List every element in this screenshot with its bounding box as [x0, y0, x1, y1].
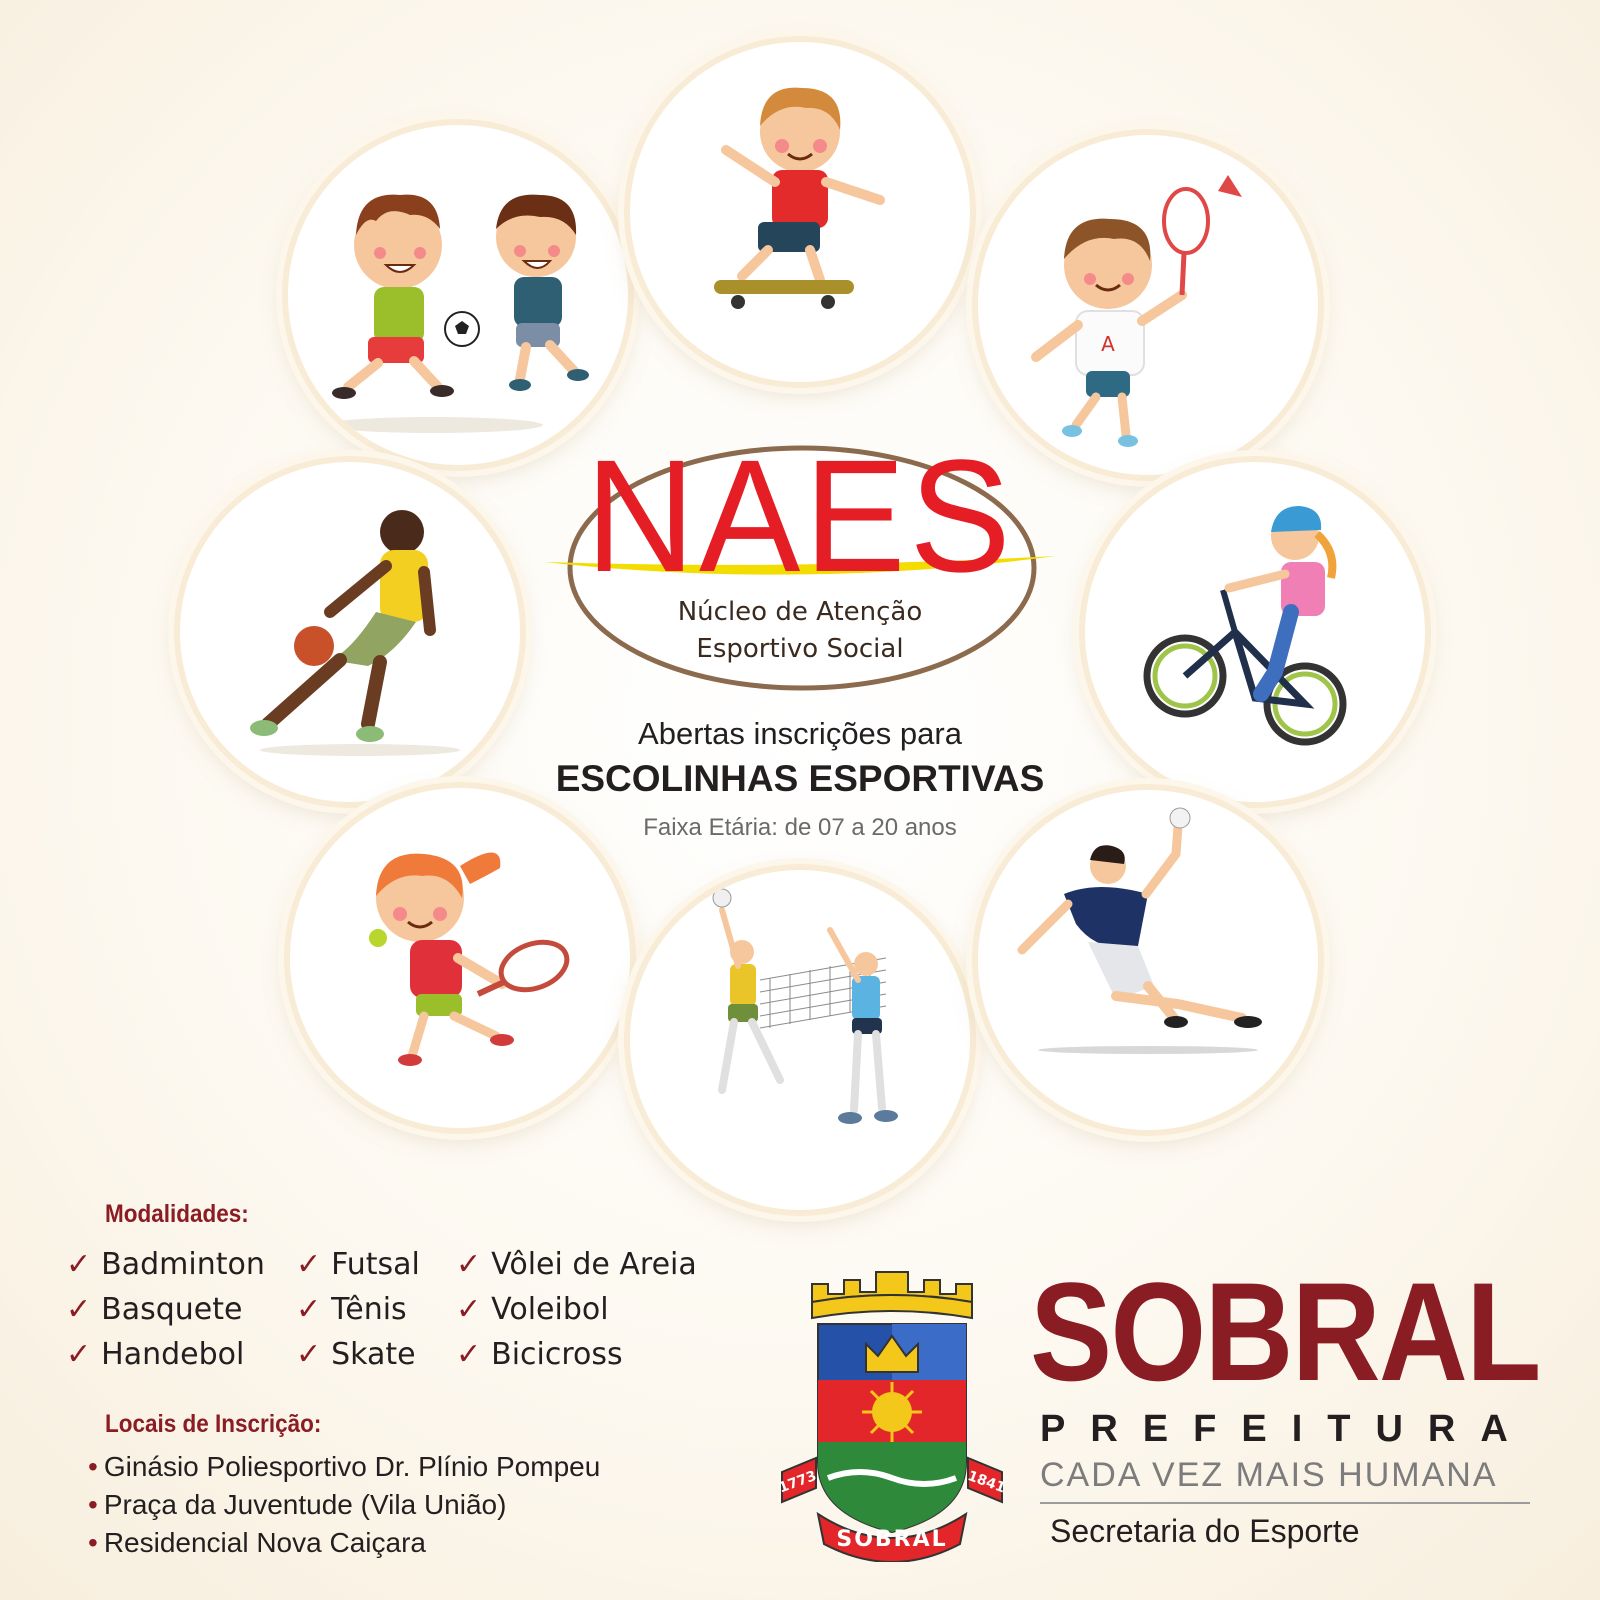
check-icon: ✓: [296, 1292, 322, 1327]
check-icon: ✓: [456, 1292, 482, 1327]
beach-volleyball-players-illustration: [630, 870, 970, 1210]
check-icon: ✓: [456, 1337, 482, 1372]
check-icon: ✓: [296, 1247, 322, 1282]
naes-subtitle-line2: Esportivo Social: [696, 634, 904, 664]
locations-list: [88, 1448, 600, 1562]
check-icon: ✓: [66, 1337, 92, 1372]
modality-item: ✓ Tênis: [296, 1292, 407, 1327]
modality-item: ✓ Handebol: [66, 1337, 245, 1372]
sobral-wordmark: SOBRAL: [1030, 1253, 1540, 1410]
modality-item: ✓ Voleibol: [456, 1292, 609, 1327]
age-range: Faixa Etária: de 07 a 20 anos: [643, 814, 957, 841]
modality-item: ✓ Basquete: [66, 1292, 243, 1327]
check-icon: ✓: [296, 1337, 322, 1372]
modality-item: ✓ Futsal: [296, 1247, 420, 1282]
crest-year-right: 1841: [965, 1468, 1006, 1497]
bmx-girl-illustration: [1085, 462, 1425, 802]
location-item: • Praça da Juventude (Vila União): [88, 1489, 507, 1520]
naes-subtitle-line1: Núcleo de Atenção: [677, 597, 923, 627]
department-name: Secretaria do Esporte: [1050, 1513, 1360, 1549]
modalities-title: Modalidades:: [105, 1200, 249, 1228]
crest-year-left: 1773: [778, 1468, 819, 1497]
check-icon: ✓: [66, 1292, 92, 1327]
crest-ribbon-text: SOBRAL: [836, 1527, 948, 1552]
modality-item: ✓ Bicicross: [456, 1337, 623, 1372]
brand-tagline: CADA VEZ MAIS HUMANA: [1040, 1456, 1498, 1494]
headline-intro: Abertas inscrições para: [638, 716, 962, 751]
location-item: • Ginásio Poliesportivo Dr. Plínio Pompeu: [88, 1451, 601, 1482]
naes-title: NAES: [585, 426, 1015, 605]
modality-item: ✓ Skate: [296, 1337, 416, 1372]
headline-main: ESCOLINHAS ESPORTIVAS: [555, 758, 1045, 799]
svg-text:A: A: [1101, 332, 1115, 356]
sobral-coat-of-arms: [778, 1262, 1006, 1562]
check-icon: ✓: [456, 1247, 482, 1282]
skateboard-boy-illustration: [630, 42, 970, 382]
modalities-column-3: [456, 1242, 697, 1377]
modality-item: ✓ Badminton: [66, 1247, 265, 1282]
check-icon: ✓: [66, 1247, 92, 1282]
prefeitura-label: PREFEITURA: [1040, 1408, 1533, 1450]
modalities-column-1: [66, 1242, 265, 1377]
naes-logo: [540, 420, 1060, 700]
modality-item: ✓ Vôlei de Areia: [456, 1247, 697, 1282]
soccer-kids-illustration: [288, 125, 628, 465]
bullet-icon: •: [88, 1451, 98, 1482]
bullet-icon: •: [88, 1527, 98, 1558]
bullet-icon: •: [88, 1489, 98, 1520]
modalities-column-2: [296, 1242, 420, 1377]
locations-title: Locais de Inscrição:: [105, 1410, 322, 1438]
location-item: • Residencial Nova Caiçara: [88, 1527, 426, 1558]
brand-divider: [1040, 1502, 1530, 1504]
basketball-player-illustration: [180, 462, 520, 802]
